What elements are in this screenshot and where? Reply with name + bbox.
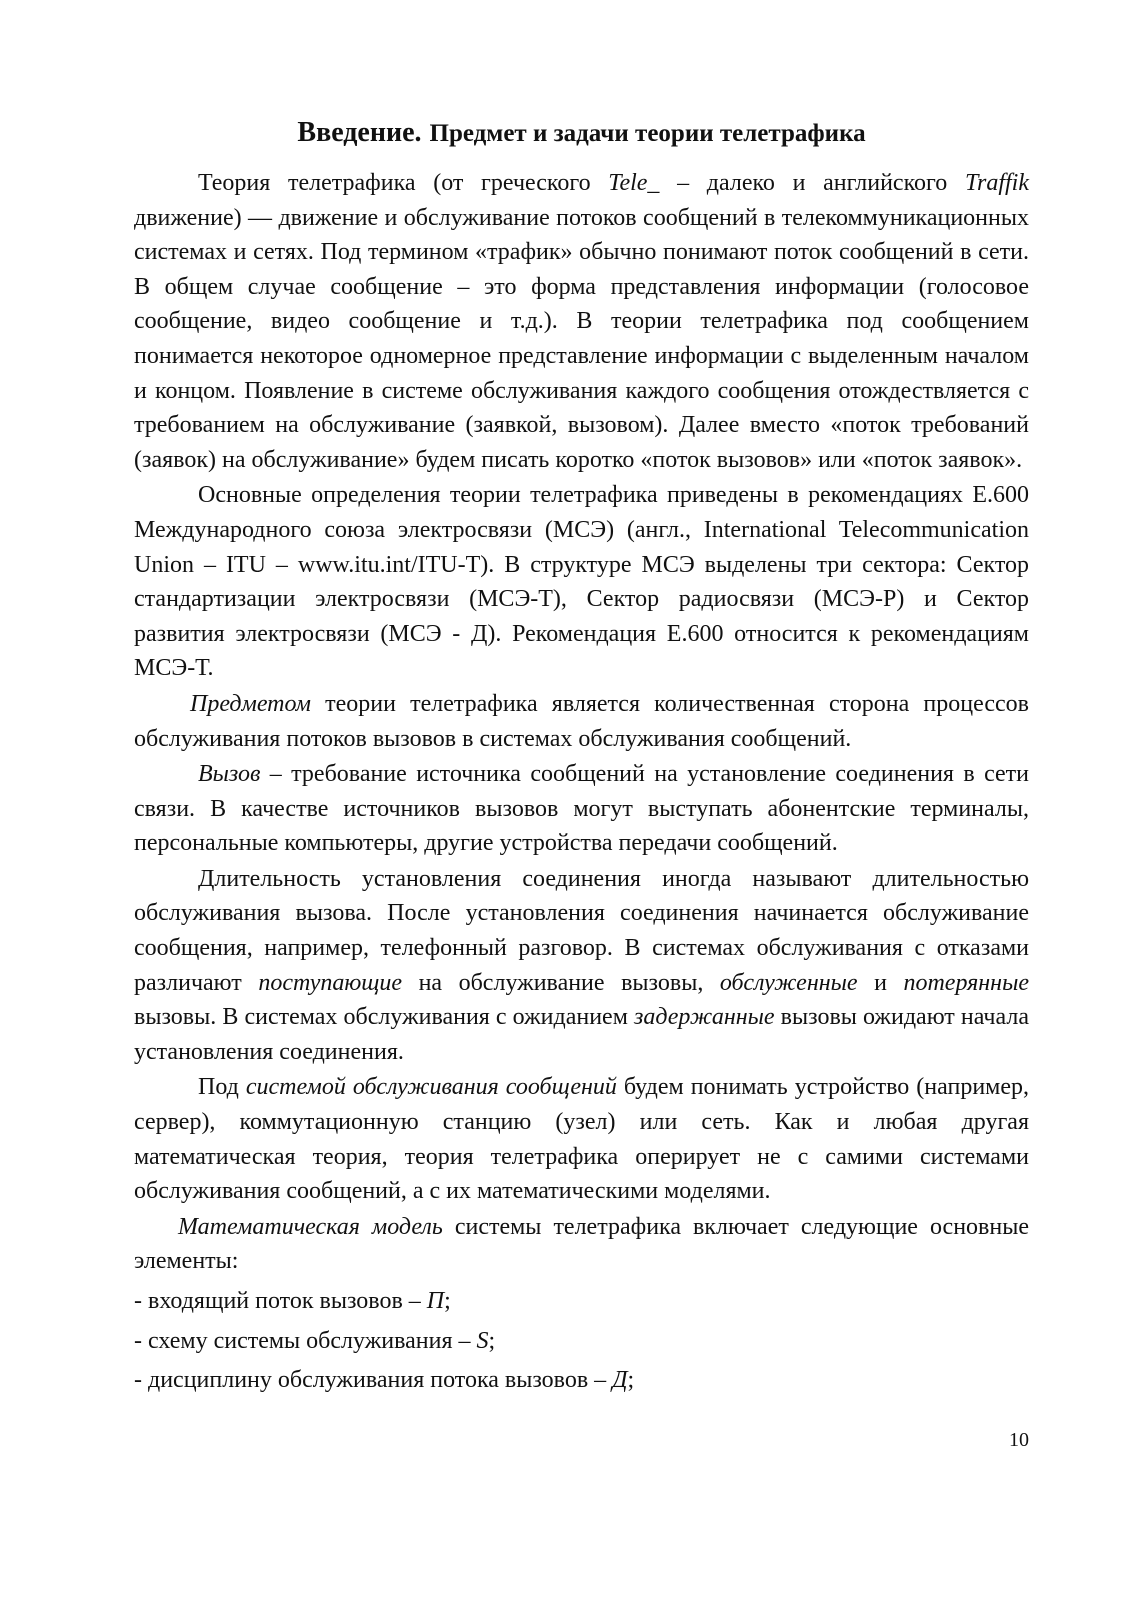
- document-page: [134, 110, 1029, 1398]
- italic-term-service-system: системой обслуживания сообщений: [245, 1074, 617, 1101]
- list-item-service-scheme: [134, 1324, 1029, 1359]
- paragraph-text: движение) — движение и обслуживание потоков сообщений в телекоммуникационных системах и сетях. Под термином «трафик» обычно понимают поток сообщений в сети. В общем случае сообщение – это форма представления информации (голосовое сообщение, видео сообщение и т.д.). В теории телетрафика под сообщением понимается некоторое одномерное представление информации с выделенным началом и концом. Появление в системе обслуживания каждого сообщения отождествляется с требованием на обслуживание (заявкой, вызовом). Далее вместо «поток требований (заявок) на обслуживание» будем писать коротко «поток вызовов» или «поток заявок».: [134, 204, 1029, 473]
- page-title: [134, 110, 1029, 150]
- list-item-symbol: Д: [612, 1367, 628, 1394]
- italic-term-incoming: поступающие: [258, 969, 403, 996]
- title-part-subject: Предмет и задачи теории телетрафика: [429, 120, 866, 147]
- paragraph-connection-duration: [134, 862, 1029, 1070]
- paragraph-text: вызовы ожидают начала установления соединения.: [134, 1004, 1029, 1065]
- list-item-service-discipline: [134, 1363, 1029, 1398]
- list-item-symbol: П: [426, 1288, 445, 1314]
- paragraph-text: Под: [198, 1074, 246, 1101]
- paragraph-text: теории телетрафика является количественная сторона процессов обслуживания потоков вызовов в системах обслуживания сообщений.: [134, 690, 1029, 752]
- paragraph-service-system: [134, 1070, 1029, 1208]
- list-item-text: - входящий поток вызовов –: [134, 1288, 427, 1314]
- paragraph-text: будем понимать устройство (например, сервер), коммутационную станцию (узел) или сеть. Как и любая другая математическая теория, теория телетрафика оперирует не с самими системами обслуживания сообщений, а с их математическими моделями.: [134, 1074, 1029, 1205]
- paragraph-text: и: [857, 969, 904, 996]
- italic-term-tele: Tele_: [608, 170, 660, 196]
- paragraph-text: системы телетрафика включает следующие основные элементы:: [134, 1213, 1030, 1275]
- list-item-text: - схему системы обслуживания –: [134, 1327, 477, 1354]
- paragraph-math-model: [134, 1210, 1029, 1279]
- paragraph-text: Теория телетрафика (от греческого: [198, 170, 609, 196]
- paragraph-text: Длительность установления соединения иногда называют длительностью обслуживания вызова. После установления соединения начинается обслуживание сообщения, например, телефонный разговор. В системах обслуживания с отказами различают: [134, 865, 1029, 996]
- list-item-incoming-flow: [134, 1284, 1029, 1319]
- paragraph-text: вызовы. В системах обслуживания с ожиданием: [134, 1004, 634, 1031]
- italic-term-traffik: Traffik: [964, 170, 1029, 196]
- list-item-end: ;: [444, 1288, 451, 1314]
- paragraph-text: – требование источника сообщений на установление соединения в сети связи. В качестве источников вызовов могут выступать абонентские терминалы, персональные компьютеры, другие устройства передачи сообщений.: [134, 761, 1029, 857]
- italic-term-math-model: Математическая модель: [178, 1213, 443, 1240]
- title-part-introduction: Введение.: [297, 117, 422, 148]
- italic-term-served: обслуженные: [719, 969, 858, 996]
- list-item-text: - дисциплину обслуживания потока вызовов –: [134, 1367, 613, 1394]
- italic-term-lost: потерянные: [903, 969, 1029, 996]
- list-item-end: ;: [488, 1327, 496, 1354]
- italic-term-call: Вызов: [198, 761, 261, 788]
- italic-term-delayed: задержанные: [633, 1004, 775, 1031]
- paragraph-text: на обслуживание вызовы,: [402, 969, 720, 996]
- italic-term-subject: Предметом: [190, 690, 311, 717]
- paragraph-subject: [134, 687, 1029, 756]
- paragraph-itu-recommendations: Основные определения теории телетрафика приведены в рекомендациях Е.600 Международного союза электросвязи (МСЭ) (англ., International Telecommunication Union – ITU – www.itu.int/ITU-T). В структуре МСЭ выделены три сектора: Сектор стандартизации электросвязи (МСЭ-Т), Сектор радиосвязи (МСЭ-Р) и Сектор развития электросвязи (МСЭ - Д). Рекомендация Е.600 относится к рекомендациям МСЭ-Т.: [134, 482, 1029, 682]
- paragraph-teletraffic-definition: [134, 166, 1029, 477]
- paragraph-text: – далеко и английского: [659, 170, 965, 196]
- list-item-end: ;: [627, 1367, 635, 1394]
- paragraph-call-definition: [134, 757, 1029, 861]
- list-item-symbol: S: [476, 1327, 489, 1354]
- page-number: 10: [1009, 1429, 1029, 1451]
